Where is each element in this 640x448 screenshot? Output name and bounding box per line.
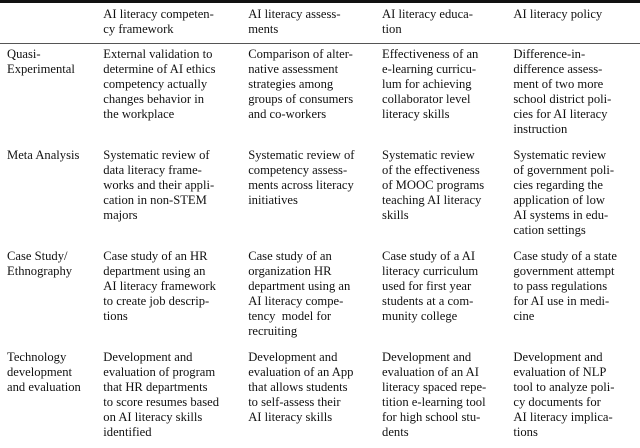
table-row [0, 246, 640, 347]
table-cell: External validation to determine of AI ethics competency actually changes behavior in the workplace [103, 47, 216, 121]
table-cell: Systematic review of the effectiveness of MOOC programs teaching AI literacy skills [382, 148, 485, 222]
column-header: AI literacy competen- cy framework [99, 2, 244, 44]
table-cell: Development and evaluation of an App that allows students to self-assess their AI literacy skills [248, 350, 354, 424]
table-cell: Development and evaluation of program that HR departments to score resumes based on AI literacy skills identified [103, 350, 220, 439]
table-cell: Case study of a AI literacy curriculum used for first year students at a com- munity college [382, 249, 479, 323]
table-row [0, 347, 640, 448]
table-cell: Case study of an organization HR department using an AI literacy compe- tency model for recruiting [248, 249, 351, 338]
table-cell: Systematic review of government poli- cies regarding the application of low AI systems in edu- cation settings [513, 148, 615, 237]
table-cell: Systematic review of data literacy frame- works and their appli- cation in non-STEM majors [103, 148, 215, 222]
table-cell: Case study of a state government attempt to pass regulations for AI use in medi- cine [513, 249, 617, 323]
table-header [0, 2, 640, 44]
column-header: AI literacy policy [509, 2, 640, 44]
table-row [0, 145, 640, 246]
table-cell: Effectiveness of an e-learning curricu- lum for achieving collaborator level literacy skills [382, 47, 479, 121]
table-cell: Difference-in- difference assess- ment of two more school district poli- cies for AI literacy instruction [513, 47, 612, 136]
column-header: AI literacy assess- ments [244, 2, 378, 44]
row-header: Meta Analysis [7, 148, 80, 162]
table-cell: Case study of an HR department using an AI literacy framework to create job descrip- tions [103, 249, 216, 323]
row-header: Quasi- Experimental [7, 47, 75, 76]
row-header: Case Study/ Ethnography [7, 249, 73, 278]
table-cell: Development and evaluation of an AI literacy spaced repe- tition e-learning tool for high school stu- dents [382, 350, 487, 439]
row-header: Technology development and evaluation [7, 350, 81, 394]
table-cell: Systematic review of competency assess- ments across literacy initiatives [248, 148, 355, 207]
table-cell: Comparison of alter- native assessment strategies among groups of consumers and co-workers [248, 47, 354, 121]
table-cell: Development and evaluation of NLP tool to analyze poli- cy documents for AI literacy implica- tions [513, 350, 615, 439]
table-row [0, 44, 640, 146]
column-header: AI literacy educa- tion [378, 2, 509, 44]
corner-cell [0, 2, 99, 44]
